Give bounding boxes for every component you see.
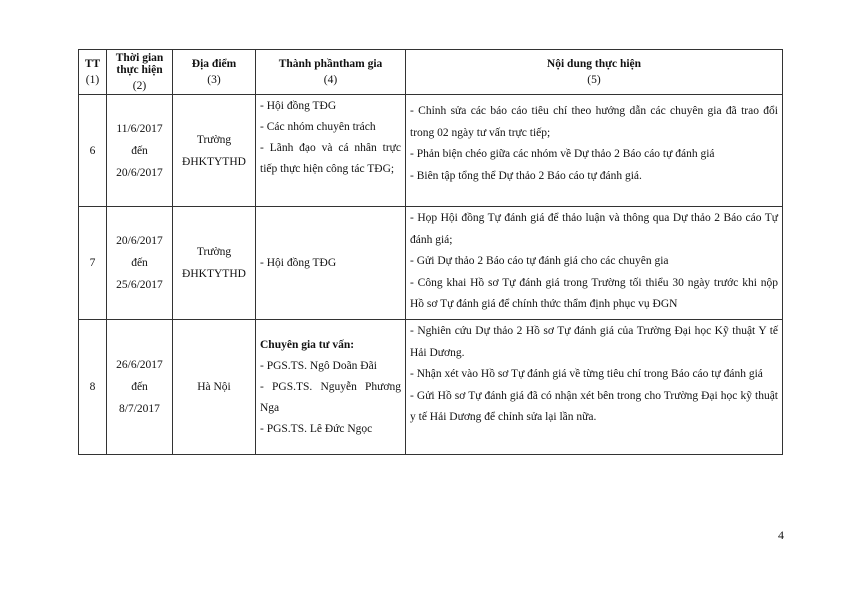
- row-time: [107, 320, 173, 455]
- row-participants: [256, 207, 406, 320]
- participant-item: - Lãnh đạo và cá nhân trực tiếp thực hiện công tác TĐG;: [260, 142, 401, 175]
- row-number: 6: [79, 95, 107, 207]
- header-content: [406, 50, 783, 95]
- time-end: 8/7/2017: [119, 403, 160, 415]
- header-number: (3): [207, 74, 221, 86]
- header-label: Nội dung thực hiện: [546, 58, 642, 70]
- content-item: - Công khai Hồ sơ Tự đánh giá trong Trường tối thiểu 30 ngày trước khi nộp Hồ sơ Tự đánh giá để chính thức thẩm định phục vụ ĐGN: [410, 276, 778, 310]
- header-label: Thời gian thực hiện: [115, 52, 164, 76]
- header-time: [107, 50, 173, 95]
- participant-item: - Các nhóm chuyên trách: [260, 121, 376, 133]
- header-place: [173, 50, 256, 95]
- time-start: 26/6/2017: [116, 359, 163, 371]
- time-to: đến: [131, 381, 148, 393]
- row-number: 8: [79, 320, 107, 455]
- participants-title: Chuyên gia tư vấn:: [260, 338, 355, 351]
- time-start: 11/6/2017: [116, 122, 163, 135]
- header-number: (5): [587, 74, 601, 86]
- row-participants: [256, 320, 406, 455]
- participant-item: - Hội đồng TĐG: [260, 100, 337, 112]
- time-to: đến: [131, 144, 148, 157]
- participant-item: - Hội đồng TĐG: [260, 256, 337, 269]
- content-item: - Chỉnh sửa các báo cáo tiêu chí theo hướng dẫn các chuyên gia đã trao đổi trong 02 ngày tư vấn trực tiếp;: [410, 105, 778, 139]
- header-tt: [79, 50, 107, 95]
- content-item: - Biên tập tổng thể Dự thảo 2 Báo cáo tự đánh giá.: [410, 169, 642, 182]
- content-item: - Gửi Hồ sơ Tự đánh giá đã có nhận xét bên trong cho Trường Đại học kỹ thuật y tế Hải Dương để chỉnh sửa lại lần nữa.: [410, 389, 778, 423]
- table-row: [79, 207, 783, 320]
- time-end: 25/6/2017: [116, 279, 163, 291]
- row-place: [173, 320, 256, 455]
- header-number: (1): [85, 74, 100, 86]
- row-number: 7: [79, 207, 107, 320]
- content-item: - Nghiên cứu Dự thảo 2 Hồ sơ Tự đánh giá của Trường Đại học Kỹ thuật Y tế Hải Dương.: [410, 325, 778, 359]
- header-label: Địa điểm: [191, 58, 237, 70]
- place-line: ĐHKTYTHD: [182, 268, 246, 280]
- row-content: [406, 320, 783, 455]
- participant-item: - PGS.TS. Ngô Doãn Đãi: [260, 359, 377, 372]
- participant-item: - PGS.TS. Nguyễn Phương Nga: [260, 380, 401, 414]
- row-place: [173, 95, 256, 207]
- header-number: (4): [323, 74, 338, 86]
- place-line: Hà Nội: [197, 381, 231, 393]
- row-time: [107, 95, 173, 207]
- row-time: [107, 207, 173, 320]
- content-item: - Phản biện chéo giữa các nhóm về Dự thảo 2 Báo cáo tự đánh giá: [410, 148, 715, 160]
- time-start: 20/6/2017: [116, 235, 163, 247]
- row-place: [173, 207, 256, 320]
- time-to: đến: [131, 257, 148, 269]
- page-number: 4: [778, 528, 784, 542]
- table-row: [79, 95, 783, 207]
- place-line: ĐHKTYTHD: [182, 155, 246, 168]
- place-line: Trường: [196, 133, 232, 146]
- time-end: 20/6/2017: [116, 166, 163, 179]
- header-number: (2): [132, 80, 147, 92]
- header-participants: [256, 50, 406, 95]
- content-item: - Nhận xét vào Hồ sơ Tự đánh giá về từng tiêu chí trong Báo cáo tự đánh giá: [410, 368, 763, 380]
- content-item: - Gửi Dự thảo 2 Báo cáo tự đánh giá cho các chuyên gia: [410, 255, 669, 267]
- place-line: Trường: [196, 246, 232, 258]
- header-label: Thành phầntham gia: [278, 58, 383, 70]
- row-content: [406, 207, 783, 320]
- content-item: - Họp Hội đồng Tự đánh giá để thảo luận và thông qua Dự thảo 2 Báo cáo Tự đánh giá;: [410, 212, 778, 246]
- table-row: [79, 320, 783, 455]
- table-header-row: [79, 50, 783, 95]
- row-content: [406, 95, 783, 207]
- plan-table: [78, 49, 783, 455]
- participant-item: - PGS.TS. Lê Đức Ngọc: [260, 422, 373, 435]
- row-participants: [256, 95, 406, 207]
- header-label: TT: [84, 58, 101, 70]
